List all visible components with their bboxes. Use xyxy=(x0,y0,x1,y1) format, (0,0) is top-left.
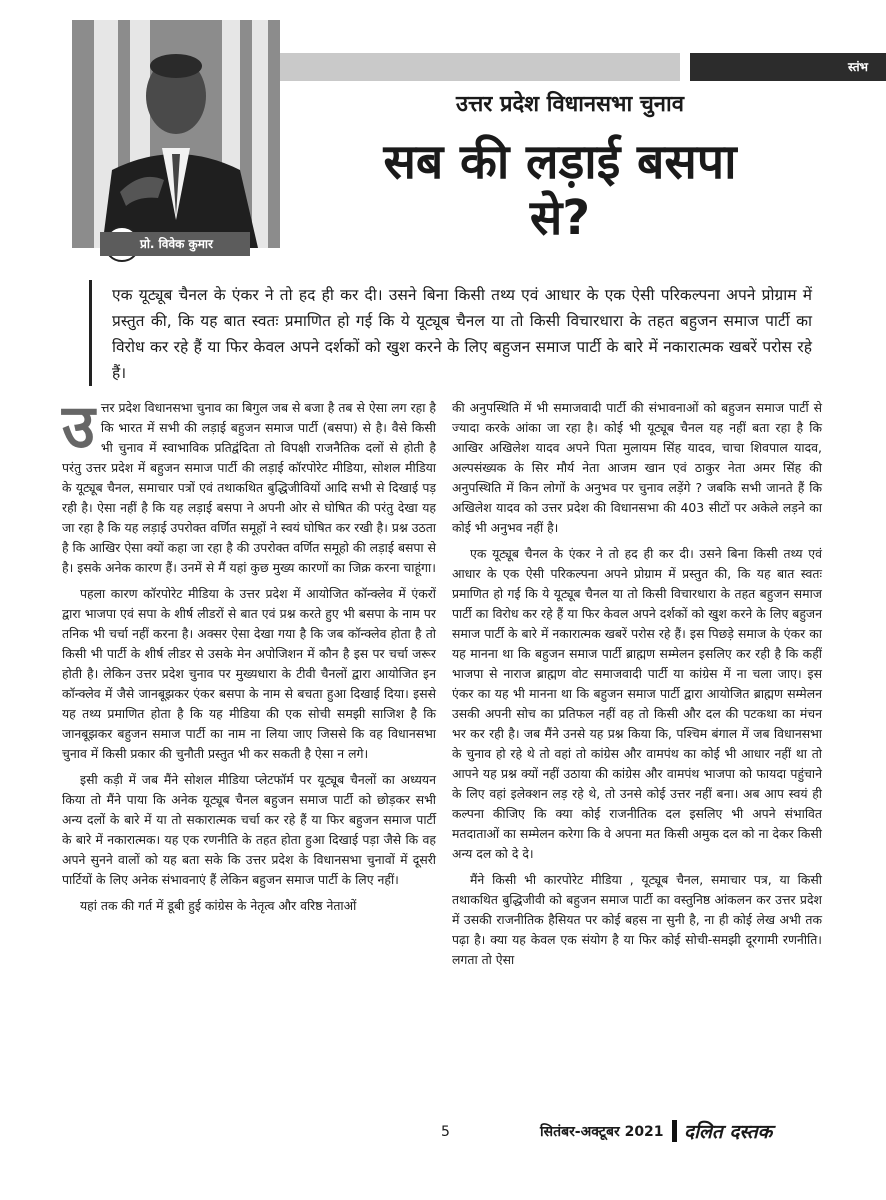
paragraph: यहां तक की गर्त में डूबी हुई कांग्रेस के नेतृत्व और वरिष्ठ नेताओं xyxy=(80,898,357,913)
paragraph: एक यूट्यूब चैनल के एंकर ने तो हद ही कर दी। उसने बिना किसी तथ्य एवं आधार के एक ऐसी परिकल्पना अपने प्रोग्राम में प्रस्तुत की, कि यह बात स्वतः प्रमाणित हो गई कि ये यूट्यूब चैनल या तो किसी विचारधारा के तहत बहुजन समाज पार्टी का विरोध कर रहे हैं या फिर केवल अपने दर्शकों को खुश करने के लिए बहुजन समाज पार्टी के बारे में नकारात्मक खबरें परोस रहे हैं। इस पिछड़े समाज के एंकर का यह मानना था कि बहुजन समाज पार्टी ब्राह्मण सम्मेलन इसलिए कर रही है कि कहीं भाजपा से नाराज ब्राह्मण वोट समाजवादी पार्टी या कांग्रेस में ना चला जाए। इस एंकर का यह भी मानना था कि बहुजन समाज पार्टी द्वारा आयोजित ब्राह्मण सम्मेलन उसकी अपनी सोच का प्रतिफल नहीं वह तो किसी और दल की पटकथा का मंचन भर कर रही है। जब मैंने उनसे यह प्रश्न किया कि, पश्चिम बंगाल में जब विधानसभा के चुनाव हो रहे थे तो वहां तो कांग्रेस और वामपंथ का कोई भी आधार नहीं था तो आपने यह प्रश्न क्यों नहीं उठाया की कांग्रेस और वामपंथ भाजपा को फायदा पहुंचाने के लिए वहां इलेक्शन लड़ रहे थे, तो उनसे कोई उत्तर नहीं बना। अब आप स्वयं ही कल्पना कीजिए कि क्या कोई राजनीतिक दल इसलिए भी अपने संभावित मतदाताओं का सम्मेलन करेगा कि वे अपना मत किसी अमुक दल को ना देकर किसी अन्य दल को दे दे। xyxy=(452,546,822,861)
paragraph: पहला कारण कॉरपोरेट मीडिया के उत्तर प्रदेश में आयोजित कॉन्क्लेव में एंकरों द्वारा भाजपा एवं सपा के शीर्ष लीडरों से बात एवं प्रश्न करते हुए भी बसपा के नाम पर तनिक भी चर्चा नहीं करना है। अक्सर ऐसा देखा गया है कि जब कॉन्क्लेव होता है तो किसी भी पार्टी के शीर्ष लीडर से उसके मेन अपोजिशन में कौन है इस पर चर्चा जरूर होती है। लेकिन उत्तर प्रदेश चुनाव पर मुख्यधारा के टीवी चैनलों द्वारा आयोजित इन कॉन्क्लेव में जैसे जानबूझकर एंकर बसपा के नाम से बचता हुआ दिखाई दिया। इससे यह तथ्य प्रमाणित होता है कि यह मीडिया की एक सोची समझी साजिश है कि जानबूझकर बहुजन समाज पार्टी का नाम ना लिया जाए जिससे कि वह विधानसभा चुनाव में किसी प्रकार की चुनौती प्रस्तुत भी कर सकती है ऐसा न लगे। xyxy=(62,586,436,761)
author-photo xyxy=(72,20,280,248)
magazine-name: दलित दस्तक xyxy=(684,1121,773,1143)
headline: सब की लड़ाई बसपा से? xyxy=(383,134,737,246)
header-bar xyxy=(280,53,680,81)
page-number: 5 xyxy=(441,1124,450,1140)
kicker: उत्तर प्रदेश विधानसभा चुनाव xyxy=(456,92,684,117)
section-label: स्तंभ xyxy=(690,53,886,81)
column-right xyxy=(452,398,822,976)
paragraph: की अनुपस्थिति में भी समाजवादी पार्टी की संभावनाओं को बहुजन समाज पार्टी से ज्यादा करके आंका जा रहा है। कोई भी यूट्यूब चैनल यह नहीं बता रहा है कि आखिर अखिलेश यादव अपने पिता मुलायम सिंह यादव, चाचा शिवपाल यादव, अल्पसंख्यक के सिर मौर्य नेता आजम खान एवं ठाकुर नेता अमर सिंह की अनुपस्थिति में किन लोगों के अनुभव पर चुनाव लड़ेंगे ? जबकि सभी जानते हैं कि अखिलेश यादव को उत्तर प्रदेश की विधानसभा की 403 सीटों पर अकेले लड़ने का कोई भी अनुभव नहीं है। xyxy=(452,400,822,535)
intro-rule xyxy=(89,280,92,386)
author-name: प्रो. विवेक कुमार xyxy=(100,232,250,256)
intro-paragraph: एक यूट्यूब चैनल के एंकर ने तो हद ही कर दी। उसने बिना किसी तथ्य एवं आधार के एक ऐसी परिकल्पना अपने प्रोग्राम में प्रस्तुत की, कि यह बात स्वतः प्रमाणित हो गई कि ये यूट्यूब चैनल या तो किसी विचारधारा के तहत बहुजन समाज पार्टी का विरोध कर रहे हैं या फिर केवल अपने दर्शकों को खुश करने के लिए बहुजन समाज पार्टी के बारे में नकारात्मक खबरें परोस रहे हैं। xyxy=(112,286,812,382)
paragraph: मैंने किसी भी कारपोरेट मीडिया , यूट्यूब चैनल, समाचार पत्र, या किसी तथाकथित बुद्धिजीवी को बहुजन समाज पार्टी का वस्तुनिष्ठ आंकलन कर उत्तर प्रदेश में उसकी राजनीतिक हैसियत पर कोई बहस ना सुनी है, ना ही कोई लेख अभी तक पढ़ा है। क्या यह केवल एक संयोग है या फिर कोई सोची-समझी दूरगामी रणनीति। लगता तो ऐसा xyxy=(452,872,822,967)
dropcap: उ xyxy=(62,392,95,462)
footer-divider xyxy=(672,1120,677,1142)
paragraph: उत्तर प्रदेश विधानसभा चुनाव का बिगुल जब से बजा है तब से ऐसा लग रहा है कि भारत में सभी की लड़ाई बहुजन समाज पार्टी (बसपा) से है। वैसे किसी भी चुनाव में स्वाभाविक प्रतिद्वंदिता तो विपक्षी राजनैतिक दलों से होती है परंतु उत्तर प्रदेश में बहुजन समाज पार्टी की लड़ाई कॉरपोरेट मीडिया, सोशल मीडिया के यूट्यूब चैनल, समाचार पत्रों एवं तथाकथित बुद्धिजीवियों आदि सभी से दिखाई पड़ रही है। ऐसा नहीं है कि यह लड़ाई बसपा ने अपनी ओर से घोषित की परंतु देखा यह जा रहा है कि यह लड़ाई उपरोक्त वर्णित समूहों ने स्वयं घोषित कर रखी है। प्रश्न उठता है कि आखिर ऐसा क्यों कहा जा रहा है की उपरोक्त वर्णित समूहो की लड़ाई बसपा से है। इसके अनेक कारण हैं। उनमें से मैं यहां कुछ मुख्य कारणों का जिक्र करना चाहूंगा। xyxy=(62,392,436,575)
issue-date: सितंबर-अक्टूबर 2021 xyxy=(540,1124,664,1140)
paragraph: इसी कड़ी में जब मैंने सोशल मीडिया प्लेटफॉर्म पर यूट्यूब चैनलों का अध्ययन किया तो मैंने पाया कि अनेक यूट्यूब चैनल बहुजन समाज पार्टी को छोड़कर सभी अन्य दलों के बारे में या तो सकारात्मक चर्चा कर रहे हैं या फिर बहुजन समाज पार्टी के बारे में नकारात्मक। यह एक रणनीति के तहत होता हुआ दिखाई पड़ा जैसे कि वह अपने सुनने वालों को यह बता सके कि उत्तर प्रदेश के विधानसभा चुनावों में दूसरी पार्टियों के लिए अनेक संभावनाएं हैं लेकिन बहुजन समाज पार्टी के लिए नहीं। xyxy=(62,772,436,887)
column-left xyxy=(62,392,436,922)
